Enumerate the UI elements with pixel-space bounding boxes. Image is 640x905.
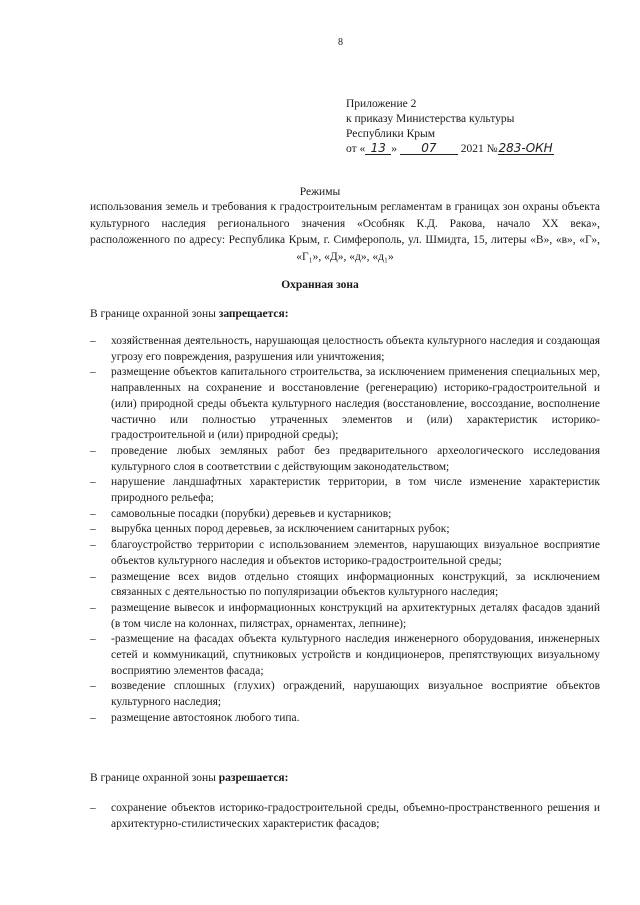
prohibited-list — [90, 334, 600, 727]
list-item-text: размещение всех видов отдельно стоящих информационных конструкций, за исключением связанных с деятельностью по популяризации объектов культурного наследия; — [111, 570, 600, 599]
allowed-intro — [90, 772, 288, 784]
list-item — [90, 570, 600, 601]
list-bullet: – — [90, 507, 96, 520]
allowed-intro-text: В границе охранной зоны — [90, 772, 219, 784]
list-item-text: размещение вывесок и информационных конструкций на архитектурных деталях фасадов зданий (в том числе на колоннах, пилястрах, орнаментах, лепнине); — [111, 601, 600, 630]
date-day: 13 — [365, 142, 391, 155]
list-bullet: – — [90, 570, 96, 583]
list-item — [90, 334, 600, 365]
list-item — [90, 507, 600, 523]
list-item — [90, 801, 600, 832]
list-item-text: сохранение объектов историко-градостроительной среды, объемно-пространственного решения и архитектурно-стилистических характеристик фасадов; — [111, 802, 600, 830]
list-bullet: – — [90, 711, 96, 724]
list-item — [90, 711, 600, 727]
list-item — [90, 365, 600, 444]
list-bullet: – — [90, 444, 96, 457]
list-bullet: – — [90, 802, 96, 814]
list-item — [90, 679, 600, 710]
list-item — [90, 632, 600, 679]
list-bullet: – — [90, 335, 96, 347]
list-item-text: возведение сплошных (глухих) ограждений, нарушающих визуальное восприятие объектов культурного наследия; — [111, 680, 600, 709]
prohibited-intro-text: В границе охранной зоны — [90, 308, 219, 320]
appendix-line-2: к приказу Министерства культуры — [346, 113, 515, 125]
list-item — [90, 601, 600, 632]
document-title: Режимы — [299, 186, 341, 198]
appendix-line-3: Республики Крым — [346, 128, 435, 140]
prohibited-intro — [90, 308, 289, 320]
list-bullet: – — [90, 366, 96, 379]
list-item-text: нарушение ландшафтных характеристик территории, в том числе изменение характеристик природного рельефа; — [111, 476, 600, 505]
date-year: 2021 № — [460, 143, 498, 155]
list-item-text: самовольные посадки (порубки) деревьев и кустарников; — [111, 507, 392, 520]
list-item-text: размещение автостоянок любого типа. — [111, 711, 300, 724]
prohibited-intro-bold: запрещается: — [218, 308, 289, 320]
document-subtitle: использования земель и требования к градостроительным регламентам в границах зон охраны объекта культурного наследия регионального значения «Особняк К.Д. Ракова, начало XX века», расположенного по адресу: Республика Крым, г. Симферополь, ул. Шмидта, 15, литеры «В», «в», «Г», «Г₁», «Д», «д», «д₁» — [90, 201, 600, 263]
list-item — [90, 538, 600, 569]
date-separator: » — [391, 143, 397, 155]
list-bullet: – — [90, 523, 96, 536]
date-prefix: от « — [346, 143, 366, 155]
appendix-line-1: Приложение 2 — [346, 98, 417, 110]
list-item — [90, 475, 600, 506]
list-bullet: – — [90, 633, 96, 646]
appendix-block — [346, 97, 554, 157]
list-bullet: – — [90, 539, 96, 552]
list-item-text: благоустройство территории с использованием элементов, нарушающих визуальное восприятие объектов культурного наследия и объектов историко-градостроительной среды; — [111, 539, 600, 567]
list-item — [90, 444, 600, 475]
list-item-text: проведение любых земляных работ без предварительного археологического исследования культурного слоя в соответствии с действующим законодательством; — [111, 444, 600, 473]
allowed-list — [90, 801, 600, 832]
allowed-intro-bold: разрешается: — [218, 772, 289, 784]
list-item-text: вырубка ценных пород деревьев, за исключением санитарных рубок; — [111, 523, 450, 536]
page-number: 8 — [338, 37, 343, 48]
list-item-text: -размещение на фасадах объекта культурного наследия инженерного оборудования, инженерных сетей и коммуникаций, спутниковых устройств и кондиционеров, препятствующих визуальному восприятию элементов фасада; — [111, 633, 600, 677]
date-month: 07 — [400, 142, 458, 155]
list-item-text: хозяйственная деятельность, нарушающая целостность объекта культурного наследия и создающая угрозу его повреждения, разрушения или уничтожения; — [111, 335, 600, 363]
list-bullet: – — [90, 680, 96, 693]
list-item-text: размещение объектов капитального строительства, за исключением применения специальных мер, направленных на сохранение и восстановление (регенерацию) историко-градостроительной и (или) природной среды объекта культурного наследия (восстановление, воссоздание, восполнение частично или полностью утраченных элементов и (или) характеристик историко-градостроительной и (или) природной среды); — [111, 366, 600, 442]
order-number: 283-ОКН — [498, 141, 553, 155]
list-bullet: – — [90, 601, 96, 614]
list-item — [90, 522, 600, 538]
zone-heading: Охранная зона — [281, 279, 359, 291]
list-bullet: – — [90, 476, 96, 489]
appendix-date-line — [346, 142, 554, 157]
